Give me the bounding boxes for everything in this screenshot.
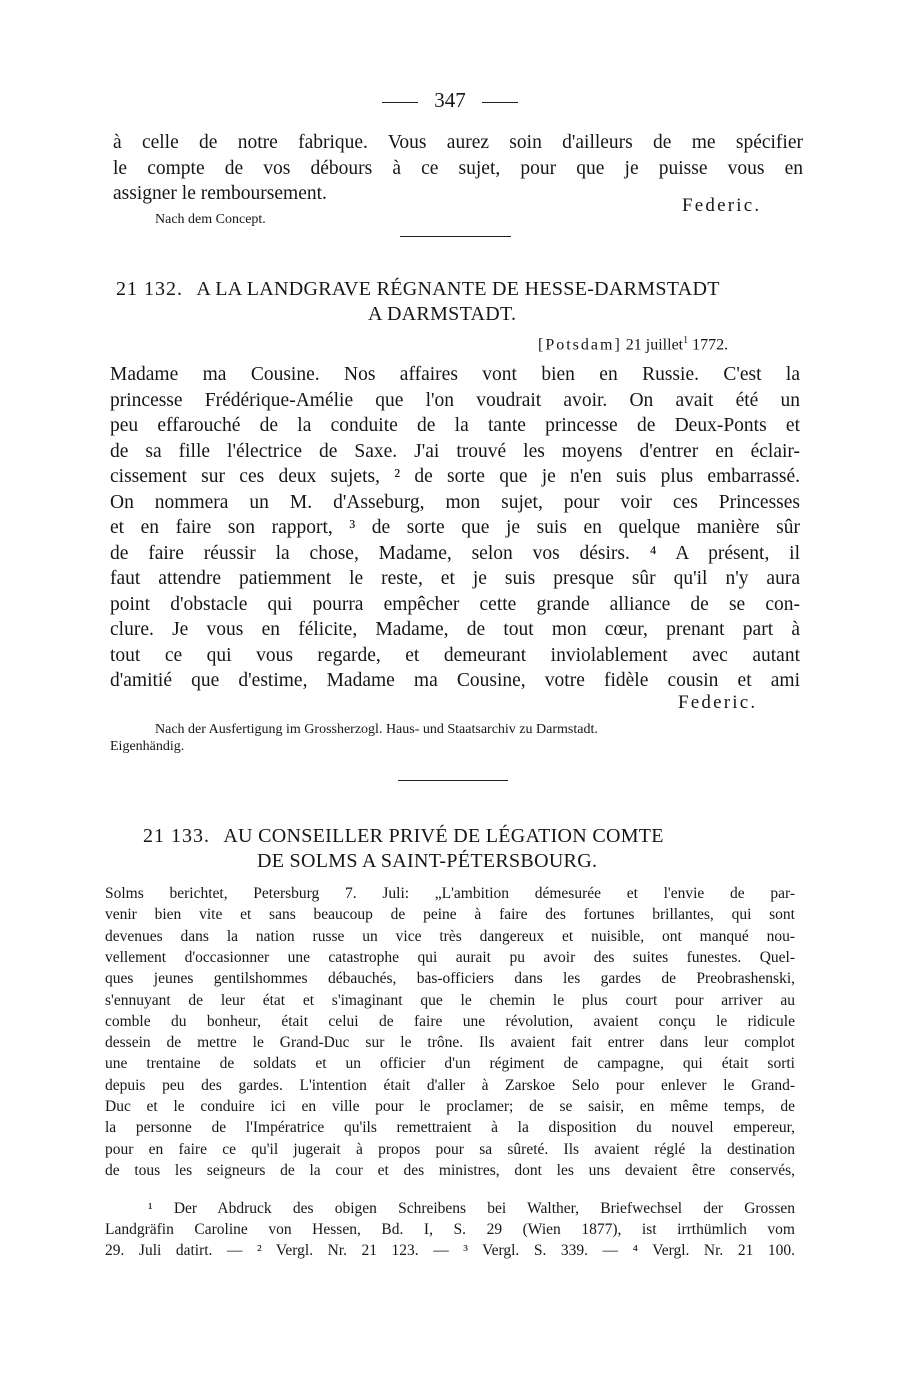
footnote-marker: 1 xyxy=(683,335,689,346)
footnote-line: ¹ Der Abdruck des obigen Schreibens bei Walther, Briefwechsel der Grossen xyxy=(148,1200,795,1217)
section-divider xyxy=(398,780,508,781)
text-line: Solms berichtet, Petersburg 7. Juli: „L'ambition démesurée et l'envie de par- xyxy=(105,885,795,902)
text-line: point d'obstacle qui pourra empêcher cette grande alliance de se con- xyxy=(110,593,800,615)
text-line: tout ce qui vous regarde, et demeurant inviolablement avec autant xyxy=(110,644,800,666)
date-place: [Potsdam] xyxy=(538,336,622,354)
text-line: depuis peu des gardes. L'intention était d'aller à Zarskoe Selo pour enlever le Grand- xyxy=(105,1076,795,1094)
letter-body xyxy=(110,362,800,697)
text-line: de faire réussir la chose, Madame, selon vos désirs. ⁴ A présent, il xyxy=(110,542,800,564)
text-line: Madame ma Cousine. Nos affaires vont bien en Russie. C'est la xyxy=(110,364,800,385)
text-line: Duc et le conduire ici en ville pour le proclamer; de se saisir, en même temps, de xyxy=(105,1098,795,1115)
text-line: de sa fille l'électrice de Saxe. J'ai trouvé les moyens d'entrer en éclair- xyxy=(110,440,800,462)
text-line: de tous les seigneurs de la cour et des ministres, dont les uns devaient être conservés, xyxy=(105,1161,795,1179)
text-line: s'ennuyant de leur état et s'imaginant que le chemin le plus court pour arriver au xyxy=(105,991,795,1009)
text-line: cissement sur ces deux sujets, ² de sorte que je n'en suis plus embarrassé. xyxy=(110,466,800,487)
page-number-dash-left xyxy=(382,102,418,103)
text-line: et en faire son rapport, ³ de sorte que je suis en quelque manière sûr xyxy=(110,517,800,538)
section-divider xyxy=(400,236,511,237)
text-line: le compte de vos débours à ce sujet, pour que je puisse vous en xyxy=(113,157,803,179)
letter-heading xyxy=(143,825,664,848)
source-note: Nach der Ausfertigung im Grossherzogl. Haus- und Staatsarchiv zu Darmstadt. xyxy=(155,722,598,737)
page-number-dash-right xyxy=(482,102,518,103)
text-line: princesse Frédérique-Amélie que l'on voudrait avoir. On avait été un xyxy=(110,389,800,411)
text-line: d'amitié que d'estime, Madame ma Cousine, votre fidèle cousin et ami xyxy=(110,670,800,691)
letter-number: 21 132. xyxy=(116,278,183,300)
text-line: assigner le remboursement. xyxy=(113,183,327,204)
text-line: une trentaine de soldats et un officier d'un régiment de campagne, qui était sorti xyxy=(105,1055,795,1073)
text-line: venir bien vite et sans beaucoup de peine à faire des fortunes brillantes, qui sont xyxy=(105,906,795,924)
heading-text: A DARMSTADT. xyxy=(368,303,517,325)
text-line: On nommera un M. d'Asseburg, mon sujet, pour voir ces Princesses xyxy=(110,491,800,513)
text-line: ques jeunes gentilshommes débauchés, bas-officiers dans les gardes de Preobrashenski, xyxy=(105,970,795,988)
letter-number: 21 133. xyxy=(143,825,210,847)
heading-text: DE SOLMS A SAINT-PÉTERSBOURG. xyxy=(257,850,598,872)
text-line: comble du bonheur, était celui de faire une révolution, avaient conçu le ridicule xyxy=(105,1012,795,1030)
heading-text: A LA LANDGRAVE RÉGNANTE DE HESSE-DARMSTADT xyxy=(196,278,720,300)
text-line: la personne de l'Impératrice qu'ils remettraient à la disposition du nouvel empereur, xyxy=(105,1119,795,1137)
signature: Federic. xyxy=(678,692,758,713)
footnote-line: Landgräfin Caroline von Hessen, Bd. I, S. 29 (Wien 1877), ist irrthümlich vom xyxy=(105,1221,795,1238)
text-line: faut attendre patiemment le reste, et je suis presque sûr qu'il n'y aura xyxy=(110,568,800,589)
date-day: 21 juillet xyxy=(625,336,684,354)
source-note: Eigenhändig. xyxy=(110,739,185,754)
text-line: peu effarouché de la conduite de la tante princesse de Deux-Ponts et xyxy=(110,415,800,436)
footnote-line: 29. Juli datirt. — ² Vergl. Nr. 21 123. — ³ Vergl. S. 339. — ⁴ Vergl. Nr. 21 100. xyxy=(105,1242,795,1259)
signature: Federic. xyxy=(682,195,762,216)
text-line: vellement d'occasionner une catastrophe qui aurait pu avoir des suites funestes. Quel- xyxy=(105,948,795,966)
page-number: 347 xyxy=(434,88,466,112)
heading-text: AU CONSEILLER PRIVÉ DE LÉGATION COMTE xyxy=(223,825,664,847)
footnotes xyxy=(105,1198,795,1268)
letter-body xyxy=(105,883,795,1183)
letter-heading xyxy=(116,278,720,301)
text-line: clure. Je vous en félicite, Madame, de tout mon cœur, prenant part à xyxy=(110,619,800,640)
text-line: dessein de mettre le Grand-Duc sur le trône. Ils avaient fait entrer dans leur complot xyxy=(105,1034,795,1052)
text-line: pour en faire ce qu'il jugerait à propos pour sa sûreté. Ils avaient réglé la destination xyxy=(105,1140,795,1158)
text-line: devenues dans la nation russe un vice très dangereux et nuisible, ont manqué nou- xyxy=(105,927,795,945)
text-line: à celle de notre fabrique. Vous aurez soin d'ailleurs de me spécifier xyxy=(113,132,803,153)
date-year: 1772. xyxy=(692,336,729,354)
source-note: Nach dem Concept. xyxy=(155,212,266,227)
dateline xyxy=(538,335,728,354)
page-number-line xyxy=(0,88,900,113)
